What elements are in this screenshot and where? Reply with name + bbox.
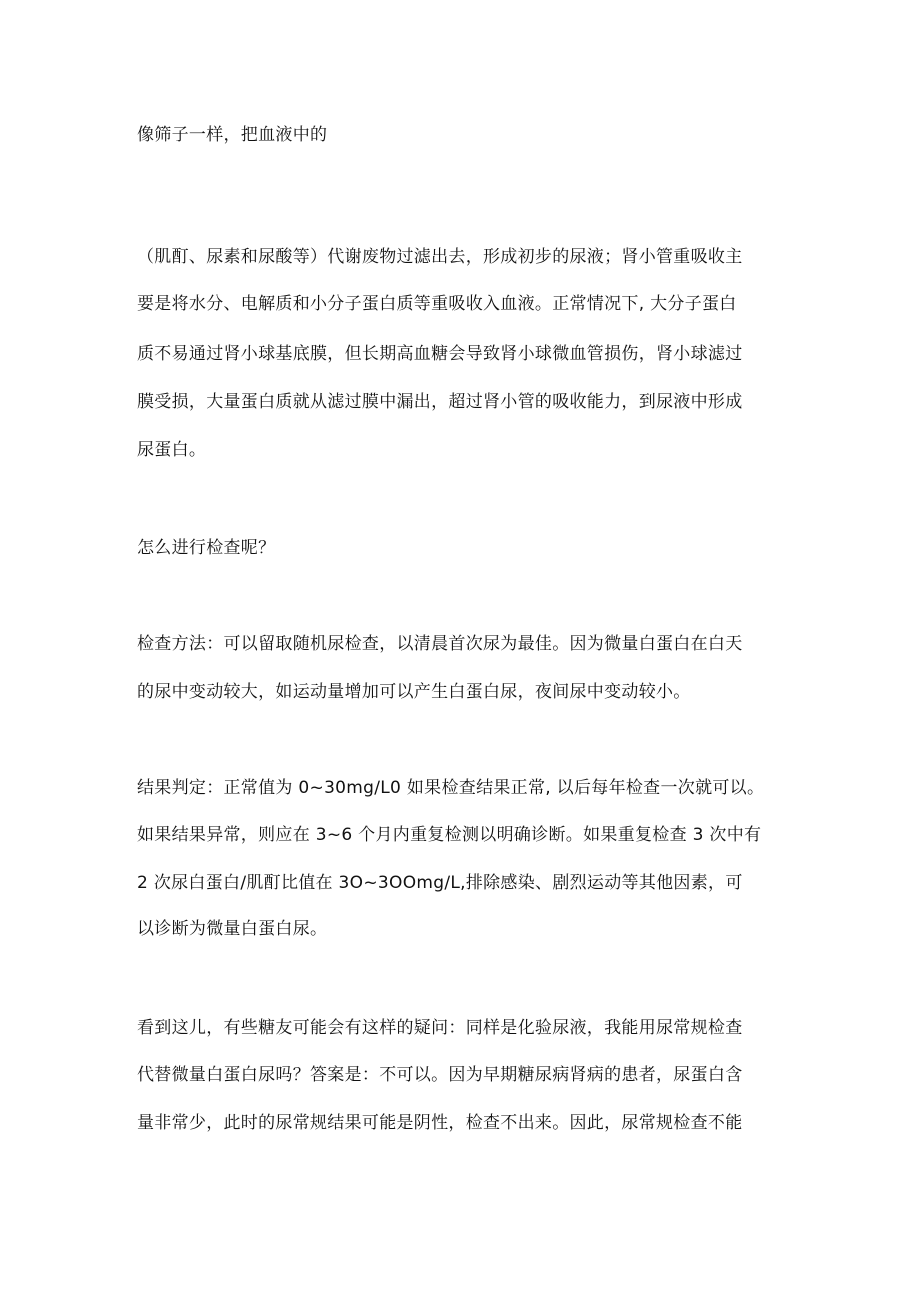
paragraph-6-line-1: 看到这儿，有些糖友可能会有这样的疑问：同样是化验尿液，我能用尿常规检查 (137, 1018, 743, 1038)
paragraph-4-line-2: 的尿中变动较大，如运动量增加可以产生白蛋白尿，夜间尿中变动较小。 (137, 682, 691, 702)
paragraph-4-line-1: 检查方法：可以留取随机尿检查，以清晨首次尿为最佳。因为微量白蛋白在白天 (137, 634, 743, 654)
paragraph-2-line-4: 膜受损，大量蛋白质就从滤过膜中漏出，超过肾小管的吸收能力，到尿液中形成 (137, 392, 743, 412)
paragraph-2-line-2: 要是将水分、电解质和小分子蛋白质等重吸收入血液。正常情况下, 大分子蛋白 (137, 294, 737, 314)
paragraph-2-line-3: 质不易通过肾小球基底膜，但长期高血糖会导致肾小球微血管损伤，肾小球滤过 (137, 344, 743, 364)
paragraph-2-line-5: 尿蛋白。 (137, 440, 207, 460)
paragraph-5-line-1: 结果判定：正常值为 0~30mg∕L0 如果检查结果正常, 以后每年检查一次就可以。 (137, 778, 765, 798)
paragraph-6-line-2: 代替微量白蛋白尿吗？答案是：不可以。因为早期糖尿病肾病的患者，尿蛋白含 (137, 1065, 743, 1085)
paragraph-2-line-1: （肌酊、尿素和尿酸等）代谢废物过滤出去，形成初步的尿液；肾小管重吸收主 (137, 247, 743, 267)
paragraph-6-line-3: 量非常少，此时的尿常规结果可能是阴性，检查不出来。因此，尿常规检查不能 (137, 1113, 743, 1133)
paragraph-1-line-1: 像筛子一样，把血液中的 (137, 125, 328, 145)
paragraph-5-line-3: 2 次尿白蛋白∕肌酊比值在 3O~3OOmg∕L,排除感染、剧烈运动等其他因素，可 (137, 873, 743, 893)
paragraph-3-line-1: 怎么进行检查呢？ (137, 538, 276, 558)
paragraph-5-line-4: 以诊断为微量白蛋白尿。 (137, 919, 328, 939)
paragraph-5-line-2: 如果结果异常，则应在 3~6 个月内重复检测以明确诊断。如果重复检查 3 次中有 (137, 825, 762, 845)
